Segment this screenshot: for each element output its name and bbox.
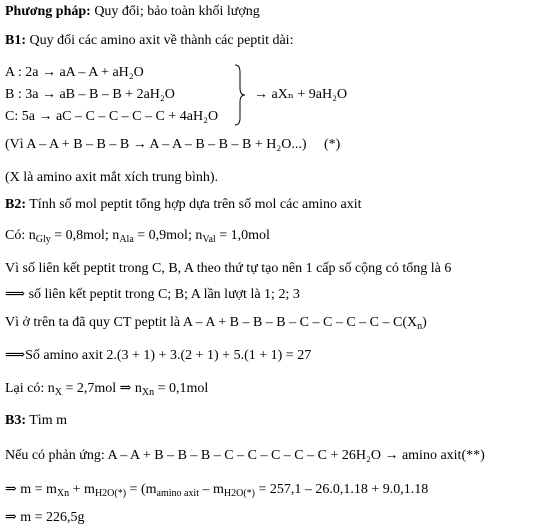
peptit-note-text: (Vì A – A + B – B – B → A – A – B – B – B + H₂O...)	[5, 137, 307, 152]
b1-heading	[5, 32, 293, 50]
ct-peptit-text: Vì ở trên ta đã quy CT peptit là A – A + B – B – B – C – C – C – C – C(X	[5, 315, 418, 330]
ct-peptit-sub: n	[417, 321, 423, 332]
nx-text-c: = 0,1mol	[154, 381, 209, 396]
gly-sub: Gly	[35, 234, 51, 245]
b3-text: Tìm m	[29, 413, 67, 428]
final-result: ⇒ m = 226,5g	[5, 510, 85, 525]
b1-text: Quy đổi các amino axit về thành các peptit dài:	[29, 33, 294, 48]
mass-line	[5, 481, 428, 499]
ct-peptit-line	[5, 314, 427, 332]
method-title: Phương pháp:	[5, 4, 91, 19]
mass-d: – m	[199, 482, 224, 497]
mol-line	[5, 227, 270, 245]
combined-peptit: → aXₙ + 9aH₂O	[254, 87, 348, 102]
star-marker: (*)	[324, 137, 341, 152]
b3-heading	[5, 412, 67, 430]
right-brace	[234, 64, 246, 126]
reaction-a: A : 2a → aA – A + aH₂O	[5, 65, 144, 80]
nx-sub-xn: Xn	[141, 387, 155, 398]
double-star-marker: (**)	[461, 448, 485, 463]
ala-value: = 0,9mol; n	[133, 228, 203, 243]
reaction-line	[5, 447, 485, 465]
b2-heading	[5, 196, 362, 214]
mass-b: + m	[69, 482, 95, 497]
method-line	[5, 3, 260, 21]
peptit-bond-line: Vì số liên kết peptit trong C, B, A theo thứ tự tạo nên 1 cấp số cộng có tổng là 6	[5, 261, 452, 276]
b2-text: Tính số mol peptit tổng hợp dựa trên số mol các amino axit	[29, 197, 362, 212]
method-text: Quy đổi; bảo toàn khối lượng	[94, 4, 260, 19]
mass-e: = 257,1 – 26.0,1.18 + 9.0,1.18	[255, 482, 429, 497]
mass-sub-xn: Xn	[56, 488, 70, 499]
nx-line	[5, 380, 208, 398]
nx-text-b: = 2,7mol ⇒ n	[62, 381, 142, 396]
gly-value: = 0,8mol; n	[50, 228, 120, 243]
mass-sub-h2o: H2O(*)	[94, 488, 127, 499]
peptit-note	[5, 136, 340, 154]
mass-a: ⇒ m = m	[5, 482, 57, 497]
amino-count-line: ⟹Số amino axit 2.(3 + 1) + 3.(2 + 1) + 5.(1 + 1) = 27	[5, 348, 312, 363]
b3-label: B3:	[5, 413, 26, 428]
b1-label: B1:	[5, 33, 26, 48]
ct-peptit-end: )	[422, 315, 427, 330]
b2-label: B2:	[5, 197, 26, 212]
reaction-c: C: 5a → aC – C – C – C – C + 4aH₂O	[5, 109, 219, 124]
mass-sub-amino: amino axit	[156, 488, 199, 499]
val-sub: Val	[202, 234, 216, 245]
mass-sub-h2o-2: H2O(*)	[223, 488, 255, 499]
co-text: Có: n	[5, 228, 36, 243]
peptit-bond-result: ⟹ số liên kết peptit trong C; B; A lần lượt là 1; 2; 3	[5, 287, 300, 302]
reaction-b: B : 3a → aB – B – B + 2aH₂O	[5, 87, 175, 102]
val-value: = 1,0mol	[215, 228, 270, 243]
x-note: (X là amino axit mắt xích trung bình).	[5, 170, 219, 185]
nx-sub-x: X	[54, 387, 62, 398]
ala-sub: Ala	[119, 234, 134, 245]
mass-c: = (m	[126, 482, 157, 497]
reaction-text: Nếu có phản ứng: A – A + B – B – B – C – C – C – C – C + 26H₂O → amino axit	[5, 448, 462, 463]
nx-text-a: Lại có: n	[5, 381, 55, 396]
